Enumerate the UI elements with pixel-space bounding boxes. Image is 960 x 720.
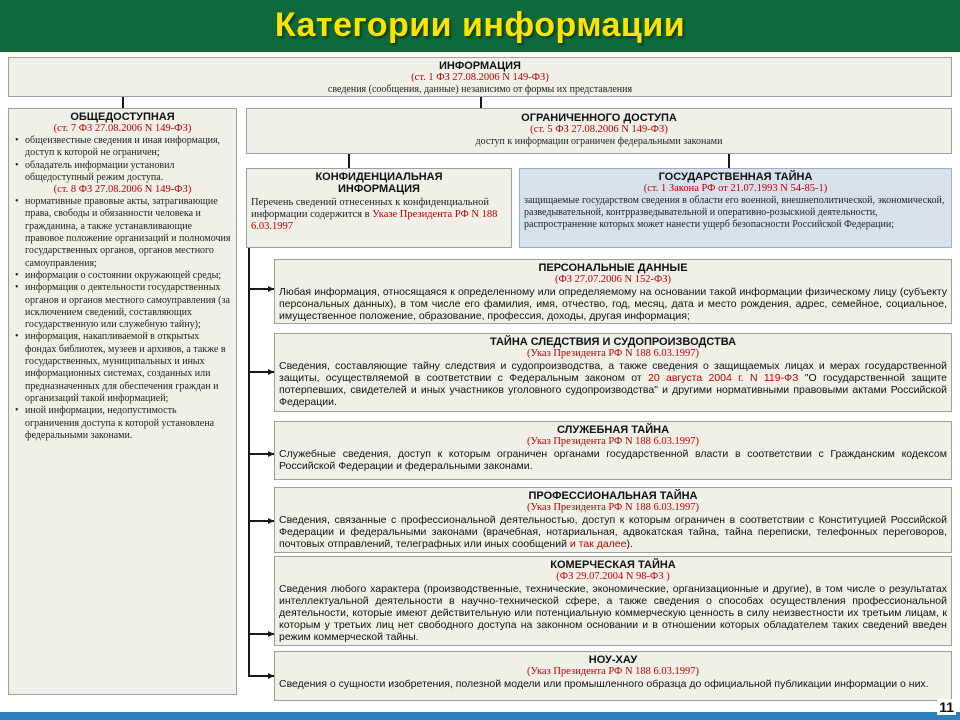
list-item: • информация о деятельности государственных органов и органов местного самоуправления (за исключением сведений, составляющих государственную или служебную тайну); xyxy=(25,282,232,331)
connector-line xyxy=(728,154,730,168)
service-secret-desc: Служебные сведения, доступ к которым ограничен органами государственной власти в соответствии с Гражданским кодексом Российской Федерации и федеральными законами. xyxy=(279,448,947,472)
footer-bar xyxy=(0,712,960,720)
state-secret-title: ГОСУДАРСТВЕННАЯ ТАЙНА xyxy=(658,171,813,183)
state-secret-box xyxy=(519,168,952,248)
information-desc: сведения (сообщения, данные) независимо от формы их представления xyxy=(327,84,633,95)
information-ref: (ст. 1 ФЗ 27.08.2006 N 149-ФЗ) xyxy=(411,72,549,83)
professional-secret-end: ). xyxy=(626,538,633,550)
investigation-secret-text: Сведения, составляющие тайну следствия и судопроизводства, а также сведения о защищаемых лицах и мерах государственной защиты, осуществляемой в соответствии с Федеральным законом от xyxy=(279,360,947,384)
professional-secret-etc: и так далее xyxy=(569,538,627,550)
investigation-secret-text-2: "О государственной защите потерпевших, свидетелей и иных участников уголовного судопроизводства" и другими нормативными правовыми актами Российской Федерации. xyxy=(279,372,948,408)
knowhow-box xyxy=(274,651,952,701)
service-secret-ref: (Указ Президента РФ N 188 6.03.1997) xyxy=(526,436,700,447)
public-info-box xyxy=(8,108,237,695)
list-item: • общеизвестные сведения и иная информация, доступ к которой не ограничен; xyxy=(25,135,232,160)
professional-secret-text: Сведения, связанные с профессиональной деятельностью, доступ к которым ограничен в соответствии с Конституцией Российской Федерации и федеральными законами (врачебная, нотариальная, адвокатская тайна, тайна переписки, телефонных переговоров, почтовых отправлений, телеграфных или иных сообщений xyxy=(279,514,947,550)
information-title: ИНФОРМАЦИЯ xyxy=(439,60,521,72)
public-info-title: ОБЩЕДОСТУПНАЯ xyxy=(70,111,175,123)
restricted-access-ref: (ст. 5 ФЗ 27.08.2006 N 149-ФЗ) xyxy=(530,124,668,135)
service-secret-box xyxy=(274,421,952,480)
public-info-list-1 xyxy=(13,135,232,184)
investigation-secret-ref: (Указ Президента РФ N 188 6.03.1997) xyxy=(526,348,700,359)
personal-data-box xyxy=(274,259,952,324)
public-info-ref-2: (ст. 8 ФЗ 27.08.2006 N 149-ФЗ) xyxy=(53,184,192,196)
investigation-secret-law[interactable]: N 119-ФЗ xyxy=(749,372,799,384)
slide-header xyxy=(0,0,960,52)
public-info-ref-1: (ст. 7 ФЗ 27.08.2006 N 149-ФЗ) xyxy=(53,123,192,134)
investigation-secret-title: ТАЙНА СЛЕДСТВИЯ И СУДОПРОИЗВОДСТВА xyxy=(489,336,737,348)
personal-data-title: ПЕРСОНАЛЬНЫЕ ДАННЫЕ xyxy=(538,262,688,274)
commercial-secret-title: КОМЕРЧЕСКАЯ ТАЙНА xyxy=(550,559,676,571)
state-secret-ref: (ст. 1 Закона РФ от 21.07.1993 N 54-85-1) xyxy=(643,183,828,194)
personal-data-desc: Любая информация, относящаяся к определенному или определяемому на основании такой информации физическому лицу (субъекту персональных данных), в том числе его фамилия, имя, отчество, год, месяц, дата и место рождения, адрес, семейное, социальное, имущественное положение, образование, профессия, доходы, другая информация; xyxy=(279,286,947,322)
confidential-info-title: КОНФИДЕНЦИАЛЬНАЯ ИНФОРМАЦИЯ xyxy=(315,171,443,195)
commercial-secret-desc: Сведения любого характера (производственные, технические, экономические, организационные и другие), в том числе о результатах интеллектуальной деятельности в научно-технической сфере, а также сведения о способах осуществления профессиональной деятельности, которые имеют действительную или потенциальную коммерческую ценность в силу неизвестности их третьим лицам, к которым у третьих лиц нет свободного доступа на законном основании и в отношении которых обладателем таких сведений введен режим коммерческой тайны. xyxy=(279,583,947,643)
professional-secret-desc xyxy=(279,514,947,550)
list-item: • обладатель информации установил общедоступный режим доступа. xyxy=(25,160,232,185)
personal-data-ref: (ФЗ 27.07.2006 N 152-ФЗ) xyxy=(554,274,672,285)
state-secret-desc: защищаемые государством сведения в области его военной, внешнеполитической, экономической, разведывательной, контрразведывательной и оперативно-розыскной деятельности, распространение которых может нанести ущерб безопасности Российской Федерации; xyxy=(524,195,945,230)
knowhow-ref: (Указ Президента РФ N 188 6.03.1997) xyxy=(526,666,700,677)
commercial-secret-box xyxy=(274,556,952,646)
connector-line xyxy=(248,248,250,676)
knowhow-desc: Сведения о сущности изобретения, полезной модели или промышленного образца до официальной публикации информации о них. xyxy=(279,678,929,690)
confidential-info-text: Перечень сведений отнесенных к конфиденциальной информации содержится в xyxy=(251,197,490,220)
connector-line xyxy=(348,154,350,168)
investigation-secret-date[interactable]: 20 августа 2004 г. xyxy=(648,372,744,384)
confidential-info-box xyxy=(246,168,512,248)
service-secret-title: СЛУЖЕБНАЯ ТАЙНА xyxy=(556,424,670,436)
list-item: • нормативные правовые акты, затрагивающие права, свободы и обязанности человека и гражданина, а также устанавливающие правовое положение организаций и полномочия государственных органов, органов местного самоуправления; xyxy=(25,196,232,270)
list-item: • иной информации, недопустимость ограничения доступа к которой установлена федеральными законами. xyxy=(25,405,232,442)
knowhow-title: НОУ-ХАУ xyxy=(588,654,638,666)
restricted-access-box xyxy=(246,108,952,154)
restricted-access-desc: доступ к информации ограничен федеральными законами xyxy=(475,136,723,147)
commercial-secret-ref: (ФЗ 29.07.2004 N 98-ФЗ ) xyxy=(556,571,670,582)
page-number: 11 xyxy=(939,699,954,715)
information-box xyxy=(8,57,952,97)
list-item: • информация о состоянии окружающей среды; xyxy=(25,270,232,282)
public-info-list-2 xyxy=(13,196,232,442)
confidential-info-desc xyxy=(251,197,507,233)
confidential-info-link[interactable]: Указе Президента РФ N 188 6.03.1997 xyxy=(251,209,498,232)
professional-secret-ref: (Указ Президента РФ N 188 6.03.1997) xyxy=(526,502,700,513)
slide-title: Категории информации xyxy=(274,6,686,44)
investigation-secret-desc xyxy=(279,360,947,408)
restricted-access-title: ОГРАНИЧЕННОГО ДОСТУПА xyxy=(521,112,677,124)
professional-secret-box xyxy=(274,487,952,553)
list-item: • информация, накапливаемой в открытых фондах библиотек, музеев и архивов, а также в государственных, муниципальных и иных информационных системах, созданных или предназначенных для обеспечения граждан и организаций такой информацией; xyxy=(25,331,232,405)
professional-secret-title: ПРОФЕССИОНАЛЬНАЯ ТАЙНА xyxy=(528,490,698,502)
investigation-secret-box xyxy=(274,333,952,412)
